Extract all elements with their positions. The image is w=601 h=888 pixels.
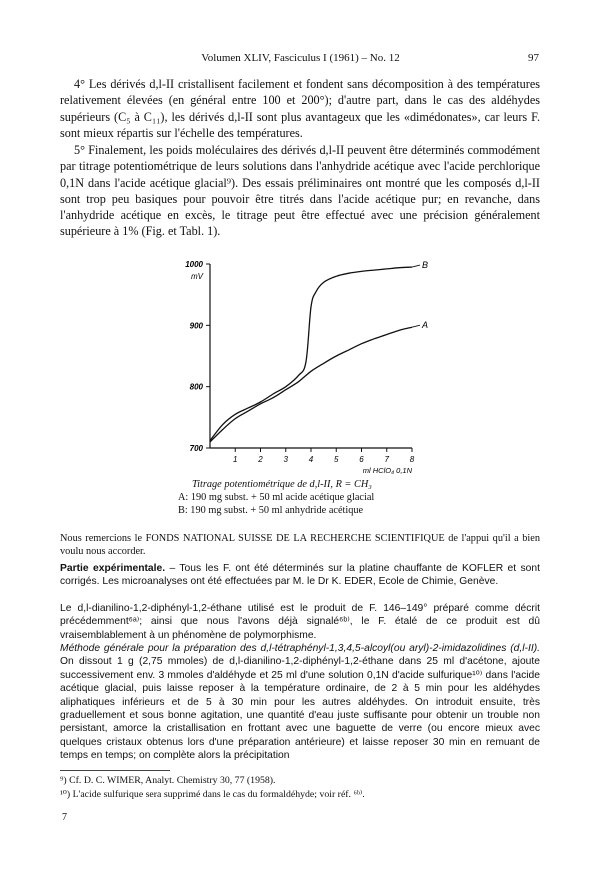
- x-tick-label: 7: [384, 455, 389, 464]
- caption-title: Titrage potentiométrique de d,l-II, R = CH₃: [192, 479, 372, 490]
- paragraph-4: 4° Les dérivés d,l-II cristallisent facilement et fondent sans décomposition à des températures relativement élevées (en général entre 100 et 200°); d'autre part, dans le cas des aldéhydes supérieurs (C₅ à C₁₁), les dérivés d,l-II sont plus avantageux que les «dimédonates», car leurs F. sont mieux répartis sur l'échelle des températures.: [60, 77, 540, 140]
- series-line-a: [210, 327, 412, 442]
- series-line-b: [210, 267, 412, 441]
- x-tick-label: 5: [334, 455, 339, 464]
- figure-caption: [178, 478, 508, 518]
- x-tick-label: 8: [409, 455, 415, 464]
- series-label-leader-a: [412, 325, 420, 327]
- dianilino-paragraph: Le d,l-dianilino-1,2-diphényl-1,2-éthane utilisé est le produit de F. 146–149° préparé comme décrit précédemment⁶ᵃ⁾; ainsi que nous l'avons déjà signalé⁶ᵇ⁾, le F. étalé de ce produit est dû vraisemblablement à un phénomène de polymorphisme.: [60, 603, 540, 641]
- method-heading: Méthode générale pour la préparation des d,l-tétraphényl-1,3,4,5-alcoyl(ou aryl)-2-imidazolidines (d,l-II).: [60, 643, 540, 654]
- footnote-10: ¹⁰) L'acide sulfurique sera supprimé dans le cas du formaldéhyde; voir réf. ⁶ᵇ⁾.: [60, 789, 365, 800]
- x-tick-label: 6: [359, 455, 364, 464]
- caption-a: A: 190 mg subst. + 50 ml acide acétique glacial: [178, 492, 375, 504]
- footnote-rule: [60, 770, 170, 771]
- x-tick-label: 3: [283, 455, 288, 464]
- x-axis-label: ml HClO₄ 0,1N: [362, 466, 412, 475]
- acknowledgement: Nous remercions le FONDS NATIONAL SUISSE DE LA RECHERCHE SCIENTIFIQUE de l'appui qu'il a bien voulu nous accorder.: [60, 533, 540, 558]
- series-label-a: A: [422, 320, 429, 331]
- paragraph-5: 5° Finalement, les poids moléculaires des dérivés d,l-II peuvent être déterminés commodément par titrage potentiométrique de leurs solutions dans l'anhydride acétique avec l'acide perchlorique 0,1N dans l'acide acétique glacial⁹). Des essais préliminaires ont montré que les composés d,l-II sont trop peu basiques pour pouvoir être titrés dans l'acide acétique pur; en revanche, dans l'anhydride acétique en excès, le titrage peut être effectué avec une précision généralement supérieure à 1% (Fig. et Tabl. 1).: [60, 143, 540, 239]
- page-number: 97: [528, 52, 539, 64]
- y-tick-label: 800: [189, 382, 203, 392]
- titration-chart: [170, 258, 430, 478]
- y-tick-label: 1000: [185, 260, 203, 269]
- x-tick-label: 2: [258, 455, 263, 464]
- series-label-b: B: [422, 260, 429, 271]
- caption-b: B: 190 mg subst. + 50 ml anhydride acétique: [178, 505, 364, 517]
- footnote-9: ⁹) Cf. D. C. WIMER, Analyt. Chemistry 30, 77 (1958).: [60, 775, 276, 786]
- experimental-section: Partie expérimentale. – Tous les F. ont été déterminés sur la platine chauffante de KOFLER et sont corrigés. Les microanalyses ont été effectuées par M. le Dr K. EDER, Ecole de Chimie, Genève.: [60, 563, 540, 588]
- running-header: [60, 52, 541, 66]
- series-label-leader-b: [412, 265, 420, 267]
- y-tick-label: 700: [189, 444, 203, 453]
- x-tick-label: 4: [308, 455, 314, 464]
- signature-mark: 7: [62, 812, 67, 823]
- y-axis-label: mV: [191, 272, 203, 281]
- journal-title: Volumen XLIV, Fasciculus I (1961) – No. 12: [201, 52, 400, 64]
- experimental-heading: Partie expérimentale.: [60, 563, 166, 574]
- x-tick-label: 1: [233, 455, 238, 464]
- method-paragraph: Méthode générale pour la préparation des d,l-tétraphényl-1,3,4,5-alcoyl(ou aryl)-2-imidazolidines (d,l-II). On dissout 1 g (2,75 mmoles) de d,l-dianilino-1,2-diphényl-1,2-éthane dans 25 ml d'acétone, ajoute successivement env. 3 mmoles d'aldéhyde et 25 ml d'une solution 0,1N d'acide sulfurique¹⁰⁾ dans l'acide acétique glacial, puis laisse reposer à la température ordinaire, de 2 à 5 min pour les aldéhydes aliphatiques inférieurs et de 5 à 30 min pour les autres aldéhydes. On introduit ensuite, très graduellement et sous bonne agitation, une quantité d'eau juste suffisante pour obtenir un trouble non persistant, amorce la cristallisation en frottant avec une baguette de verre (ou encore mieux avec quelques cristaux obtenus lors d'une préparation antérieure) et laisse reposer 30 min en remuant de temps en temps; on complète alors la précipitation: [60, 643, 540, 762]
- y-tick-label: 900: [189, 321, 203, 331]
